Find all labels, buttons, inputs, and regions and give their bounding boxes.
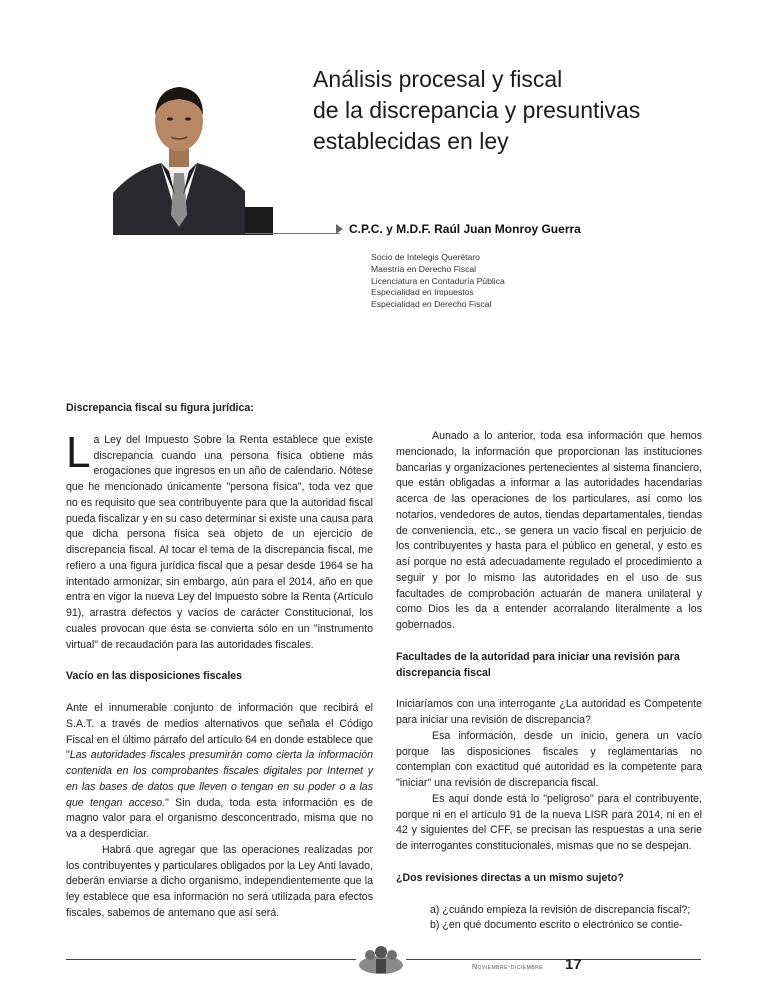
author-credentials	[371, 252, 505, 311]
credential-line: Especialidad en Impuestos	[371, 287, 474, 298]
left-column	[66, 401, 373, 922]
author-byline	[336, 222, 581, 236]
credential-line: Licenciatura en Contaduría Pública	[371, 275, 505, 286]
drop-cap: L	[66, 427, 91, 477]
issue-label: Noviembre-diciembre	[472, 964, 544, 971]
credential-line: Maestría en Derecho Fiscal	[371, 263, 477, 274]
question-list	[396, 903, 702, 935]
paragraph-text: " Sin duda, toda esta información es de magno valor para el organismo desconcentrado, misma que no va a desperdiciar.	[66, 796, 373, 840]
paragraph	[66, 701, 373, 843]
paragraph: Es aquí donde está lo "peligroso" para el contribuyente, porque ni en el artículo 91 de la nueva LISR para 2014, ni en el 42 y siguientes del CFF, se precisan las respuestas a una serie de interrogantes constitucionales, mismas que no se despejan.	[396, 792, 702, 852]
title-line: de la discrepancia y presuntivas	[313, 97, 641, 123]
quoted-text: Las autoridades fiscales presumirán como cierta la información contenida en los comprobantes fiscales digitales por Internet y en las bases de datos que lleven o tengan en su poder o a las que tengan acceso.	[66, 749, 373, 809]
page-number: 17	[565, 956, 582, 973]
author-photo	[113, 75, 245, 235]
paragraph	[66, 427, 373, 654]
section-heading: Discrepancia fiscal su figura jurídica:	[66, 402, 254, 414]
list-item: a) ¿cuándo empieza la revisión de discrepancia fiscal?;	[430, 903, 691, 916]
credential-line: Especialidad en Derecho Fiscal	[371, 299, 492, 310]
title-line: Análisis procesal y fiscal	[313, 66, 563, 92]
paragraph: Iniciaríamos con una interrogante ¿La autoridad es Competente para iniciar una revisión de discrepancia?	[396, 698, 702, 726]
publisher-logo	[356, 945, 406, 979]
credential-line: Socio de Intelegis Querétaro	[371, 252, 480, 262]
triangle-bullet-icon	[336, 224, 343, 234]
paragraph: Habrá que agregar que las operaciones realizadas por los contribuyentes y particulares obligados por la Ley Anti lavado, deberán enviarse a dicho organismo, independientemente que la ley establece que esa información no será utilizada para efectos fiscales, sabemos de antemano que así será.	[66, 843, 373, 919]
paragraph-text: a Ley del Impuesto Sobre la Renta establece que existe discrepancia cuando una persona física obtiene más erogaciones que ingresos en un año de calendario. Nótese que he mencionado únicamente "persona física", toda vez que no es requisito que sea contribuyente para que la autoridad fiscal pueda fiscalizar y en su caso determinar si existe una causa para que dicha persona física sea objeto de un ejercicio de discrepancia fiscal. Al tocar el tema de la discrepancia fiscal, me refiero a una figura jurídica fiscal que a pesar desde 1964 se ha intentado armonizar, sin embargo, aún para el 2014, año en que entra en vigor la nueva Ley del Impuesto sobre la Renta (Artículo 91), arrastra defectos y vacíos de carácter Constitucional, los cuales provocan que ésta se convierta sólo en un "instrumento virtual" de recaudación para las autoridades fiscales.	[66, 433, 373, 651]
paragraph: Aunado a lo anterior, toda esa información que hemos mencionado, la información que proporcionan las instituciones bancarias y organizaciones pertenecientes al sistema financiero, que están obligadas a informar a las autoridades hacendarias acerca de las operaciones de los particulares, así como los notarios, vendedores de autos, tiendas departamentales, tiendas de conveniencia, etc., se genera un vacío fiscal en perjuicio de los contribuyentes y hasta para el público en general, y esto es así porque no está adecuadamente regulado el procedimiento a seguir y por lo mismo las autoridades en el uso de sus facultades de comprobación actuarán de manera unilateral y como Dios les da a entender acorralando literalmente a los gobernados.	[396, 430, 702, 631]
section-heading: Facultades de la autoridad para iniciar una revisión para discrepancia fiscal	[396, 650, 680, 679]
decorative-block	[245, 207, 273, 235]
paragraph-text: Ante el innumerable conjunto de información que recibirá el S.A.T. a través de medios alternativos que señala el Código Fiscal en el último párrafo del artículo 64 en donde establece que "	[66, 702, 373, 762]
author-name: C.P.C. y M.D.F. Raúl Juan Monroy Guerra	[349, 222, 581, 236]
author-rule	[245, 233, 340, 234]
right-column	[396, 429, 702, 934]
list-item: b) ¿en qué documento escrito o electrónico se contie-	[430, 919, 683, 932]
article-title	[313, 64, 733, 157]
section-heading: Vacío en las disposiciones fiscales	[66, 670, 243, 683]
paragraph: Esa información, desde un inicio, genera un vacío porque las disposiciones fiscales y reglamentarias no contemplan con exactitud qué autoridad es la competente para "iniciar" una revisión de discrepancia fiscal.	[396, 729, 702, 789]
title-line: establecidas en ley	[313, 128, 509, 154]
section-heading: ¿Dos revisiones directas a un mismo sujeto?	[396, 871, 624, 884]
